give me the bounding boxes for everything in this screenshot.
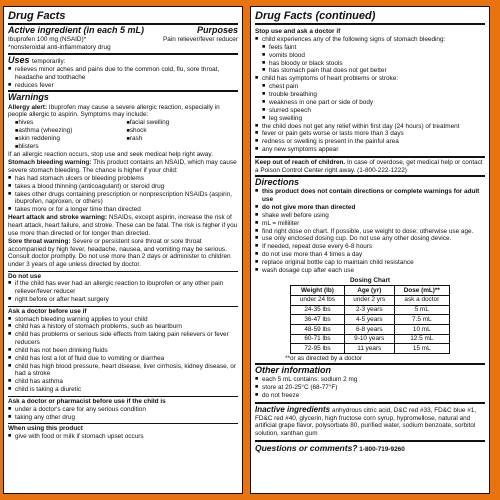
dosing-chart-title: Dosing Chart	[349, 276, 391, 284]
heart-symptom: ■ weakness in one part or side of body	[255, 99, 485, 107]
ask-doctor-item: ■ child is taking a diuretic	[8, 386, 238, 394]
symptom-item: ■ facial swelling	[127, 119, 239, 127]
ask-doctor-item: ■ child has not been drinking fluids	[8, 347, 238, 355]
dosing-cell: 10 mL	[394, 325, 449, 335]
stomach-text: This product contains an NSAID, which may cause severe stomach bleeding. The chance is higher if your child:	[8, 158, 237, 174]
symptom-item: ■ blisters	[15, 143, 127, 151]
symptom-item: ■ hives	[15, 119, 127, 127]
other-info-item: ■ each 5 mL contains: sodium 2 mg	[255, 376, 485, 384]
dosing-row	[291, 344, 450, 354]
active-ingredient-header: Active ingredient (in each 5 mL)	[8, 25, 145, 36]
dosing-row	[291, 305, 450, 315]
when-using-header: When using this product	[8, 423, 238, 433]
dosing-cell: 4-5 years	[344, 315, 394, 325]
ask-doctor-item: ■ child has high blood pressure, heart disease, liver cirrhosis, kidney disease, or had a stroke	[8, 363, 238, 378]
do-not-use-item: ■ if the child has ever had an allergic reaction to ibuprofen or any other pain reliever/fever reducer	[8, 280, 238, 295]
inactive-ingredients-text: anhydrous citric acid, D&C red #33, FD&C blue #1, FD&C red #40, glycerin, high fructose corn syrup, hypromellose, natural and artificial grape flavor, polysorbate 80, purified water, sodium benzoate, sorbitol solution, xanthan gum	[255, 406, 477, 437]
dosing-header-cell: Dose (mL)**	[394, 286, 449, 296]
dosing-cell: 12.5 mL	[394, 334, 449, 344]
heart-label: Heart attack and stroke warning:	[8, 214, 108, 222]
stop-use-item: ■ fever or pain gets worse or lasts more than 3 days	[255, 130, 485, 138]
dosing-cell: 60-71 lbs	[291, 334, 345, 344]
uses-item: ■ relieves minor aches and pains due to the common cold, flu, sore throat, headache and toothache	[8, 66, 238, 81]
bleeding-sign: ■ vomits blood	[255, 52, 485, 60]
keep-out-label: Keep out of reach of children.	[255, 158, 346, 166]
ingredient-purpose: Pain reliever/fever reducer	[163, 35, 238, 43]
uses-intro: temporarily:	[32, 57, 66, 65]
drug-facts-panel-left	[3, 6, 243, 494]
symptom-item: ■ asthma (wheezing)	[15, 127, 127, 135]
directions-item: ■ replace original bottle cap to maintain child resistance	[255, 259, 485, 267]
dosing-cell: 9-10 years	[344, 334, 394, 344]
directions-item: ■ do not give more than directed	[255, 204, 485, 212]
ask-doctor-item: ■ child has asthma	[8, 378, 238, 386]
stop-use-item: ■ the child does not get any relief within first day (24 hours) of treatment	[255, 123, 485, 131]
dosing-cell: 72-95 lbs	[291, 344, 345, 354]
dosing-cell: ask a doctor	[394, 295, 449, 305]
directions-item: ■ wash dosage cup after each use	[255, 267, 485, 275]
ask-doctor-item: ■ child has lost a lot of fluid due to vomiting or diarrhea	[8, 355, 238, 363]
dosing-chart-table	[290, 285, 450, 354]
directions-item: ■ shake well before using	[255, 212, 485, 220]
symptom-item: ■ shock	[127, 127, 239, 135]
allergy-symptoms	[8, 119, 238, 150]
ask-pharmacist-item: ■ taking any other drug	[8, 414, 238, 422]
directions-item: ■ mL = milliliter	[255, 220, 485, 228]
ingredient-name: Ibuprofen 100 mg (NSAID)*	[8, 35, 87, 43]
ask-doctor-header: Ask a doctor before use if	[8, 306, 238, 316]
dosing-row	[291, 325, 450, 335]
do-not-use-item: ■ right before or after heart surgery	[8, 296, 238, 304]
stop-use-item: ■ redness or swelling is present in the painful area	[255, 138, 485, 146]
dosing-row	[291, 315, 450, 325]
allergy-after: If an allergic reaction occurs, stop use and seek medical help right away.	[8, 150, 213, 158]
stop-use-header: Stop use and ask a doctor if	[255, 28, 341, 36]
inactive-ingredients-header: Inactive ingredients	[255, 404, 331, 414]
bleeding-sign: ■ has bloody or black stools	[255, 60, 485, 68]
directions-item: ■ this product does not contain directions or complete warnings for adult use	[255, 188, 485, 203]
keep-out-text: In case of overdose, get medical help or contact a Poison Control Center right away. (1-800-222-1222)	[255, 158, 483, 174]
drug-facts-panel-right	[250, 6, 490, 494]
dosing-header-row	[291, 286, 450, 296]
uses-header: Uses	[8, 54, 30, 65]
throat-label: Sore throat warning:	[8, 237, 71, 245]
nsaid-note: *nonsteroidal anti-inflammatory drug	[8, 44, 111, 52]
directions-item: ■ use only enclosed dosing cup. Do not use any other dosing device.	[255, 235, 485, 243]
ask-doctor-item: ■ child has problems or serious side effects from taking pain relievers or fever reducers	[8, 331, 238, 346]
stop-use-item: ■ any new symptoms appear	[255, 146, 485, 154]
heart-text: NSAIDs, except aspirin, increase the risk of heart attack, heart failure, and stroke. These can be fatal. The risk is higher if you use more than directed or for longer than directed.	[8, 214, 238, 237]
allergy-label: Allergy alert:	[8, 103, 48, 111]
stomach-item: ■ takes more or for a longer time than directed	[8, 206, 238, 214]
heart-symptom: ■ leg swelling	[255, 115, 485, 123]
uses-section	[8, 53, 238, 66]
dosing-row	[291, 295, 450, 305]
other-info-header: Other information	[255, 363, 485, 376]
questions-header: Questions or comments?	[255, 442, 358, 453]
dosing-note: **or as directed by a doctor	[285, 354, 363, 362]
purposes-header: Purposes	[196, 25, 238, 36]
dosing-cell: 36-47 lbs	[291, 315, 345, 325]
heart-symptom: ■ chest pain	[255, 83, 485, 91]
drug-facts-title: Drug Facts	[8, 10, 238, 25]
dosing-cell: under 2 yrs	[344, 295, 394, 305]
stop-use-intro: ■ child experiences any of the following signs of stomach bleeding:	[255, 36, 485, 44]
dosing-cell: 6-8 years	[344, 325, 394, 335]
other-info-item: ■ store at 20-25°C (68-77°F)	[255, 384, 485, 392]
bleeding-sign: ■ has stomach pain that does not get better	[255, 67, 485, 75]
ask-pharmacist-header: Ask a doctor or pharmacist before use if the child is	[8, 396, 238, 406]
bleeding-sign: ■ feels faint	[255, 44, 485, 52]
uses-item: ■ reduces fever	[8, 82, 238, 90]
questions-phone: 1-800-719-9260	[359, 445, 405, 453]
when-using-item: ■ give with food or milk if stomach upset occurs	[8, 433, 238, 441]
directions-item: ■ do not use more than 4 times a day	[255, 251, 485, 259]
warnings-header: Warnings	[8, 90, 238, 103]
throat-text: Severe or persistent sore throat or sore throat accompanied by high fever, headache, nausea, and vomiting may be serious. Consult doctor promptly. Do not use more than 2 days or administer to children under 3 years of age unless directed by doctor.	[8, 237, 231, 268]
symptom-item: ■ skin reddening	[15, 135, 127, 143]
dosing-cell: 2-3 years	[344, 305, 394, 315]
ask-pharmacist-item: ■ under a doctor's care for any serious condition	[8, 406, 238, 414]
do-not-use-header: Do not use	[8, 271, 238, 281]
dosing-cell: 7.5 mL	[394, 315, 449, 325]
dosing-header-cell: Age (yr)	[344, 286, 394, 296]
stomach-item: ■ takes other drugs containing prescription or nonprescription NSAIDs (aspirin, ibuprofen, naproxen, or others)	[8, 191, 238, 206]
dosing-row	[291, 334, 450, 344]
directions-header: Directions	[255, 175, 485, 188]
dosing-cell: under 24 lbs	[291, 295, 345, 305]
directions-item: ■ find right dose on chart. If possible, use weight to dose; otherwise use age.	[255, 228, 485, 236]
dosing-cell: 48-59 lbs	[291, 325, 345, 335]
directions-item: ■ If needed, repeat dose every 6-8 hours	[255, 243, 485, 251]
dosing-cell: 11 years	[344, 344, 394, 354]
stomach-label: Stomach bleeding warning:	[8, 158, 92, 166]
allergy-text: Ibuprofen may cause a severe allergic reaction, especially in people allergic to aspirin. Symptoms may include:	[8, 103, 220, 119]
heart-symptom: ■ trouble breathing	[255, 91, 485, 99]
symptom-item: ■ rash	[127, 135, 239, 143]
dosing-cell: 5 mL	[394, 305, 449, 315]
dosing-cell: 15 mL	[394, 344, 449, 354]
dosing-header-cell: Weight (lb)	[291, 286, 345, 296]
ask-doctor-item: ■ stomach bleeding warning applies to your child	[8, 316, 238, 324]
stomach-item: ■ has had stomach ulcers or bleeding problems	[8, 175, 238, 183]
other-info-item: ■ do not freeze	[255, 392, 485, 400]
ask-doctor-item: ■ child has a history of stomach problems, such as heartburn	[8, 323, 238, 331]
drug-facts-continued-title: Drug Facts (continued)	[255, 10, 485, 25]
stomach-item: ■ takes a blood thinning (anticoagulant) or steroid drug	[8, 183, 238, 191]
heart-symptom: ■ slurred speech	[255, 107, 485, 115]
heart-symptoms-intro: ■ child has symptoms of heart problems or stroke:	[255, 75, 485, 83]
dosing-cell: 24-35 lbs	[291, 305, 345, 315]
